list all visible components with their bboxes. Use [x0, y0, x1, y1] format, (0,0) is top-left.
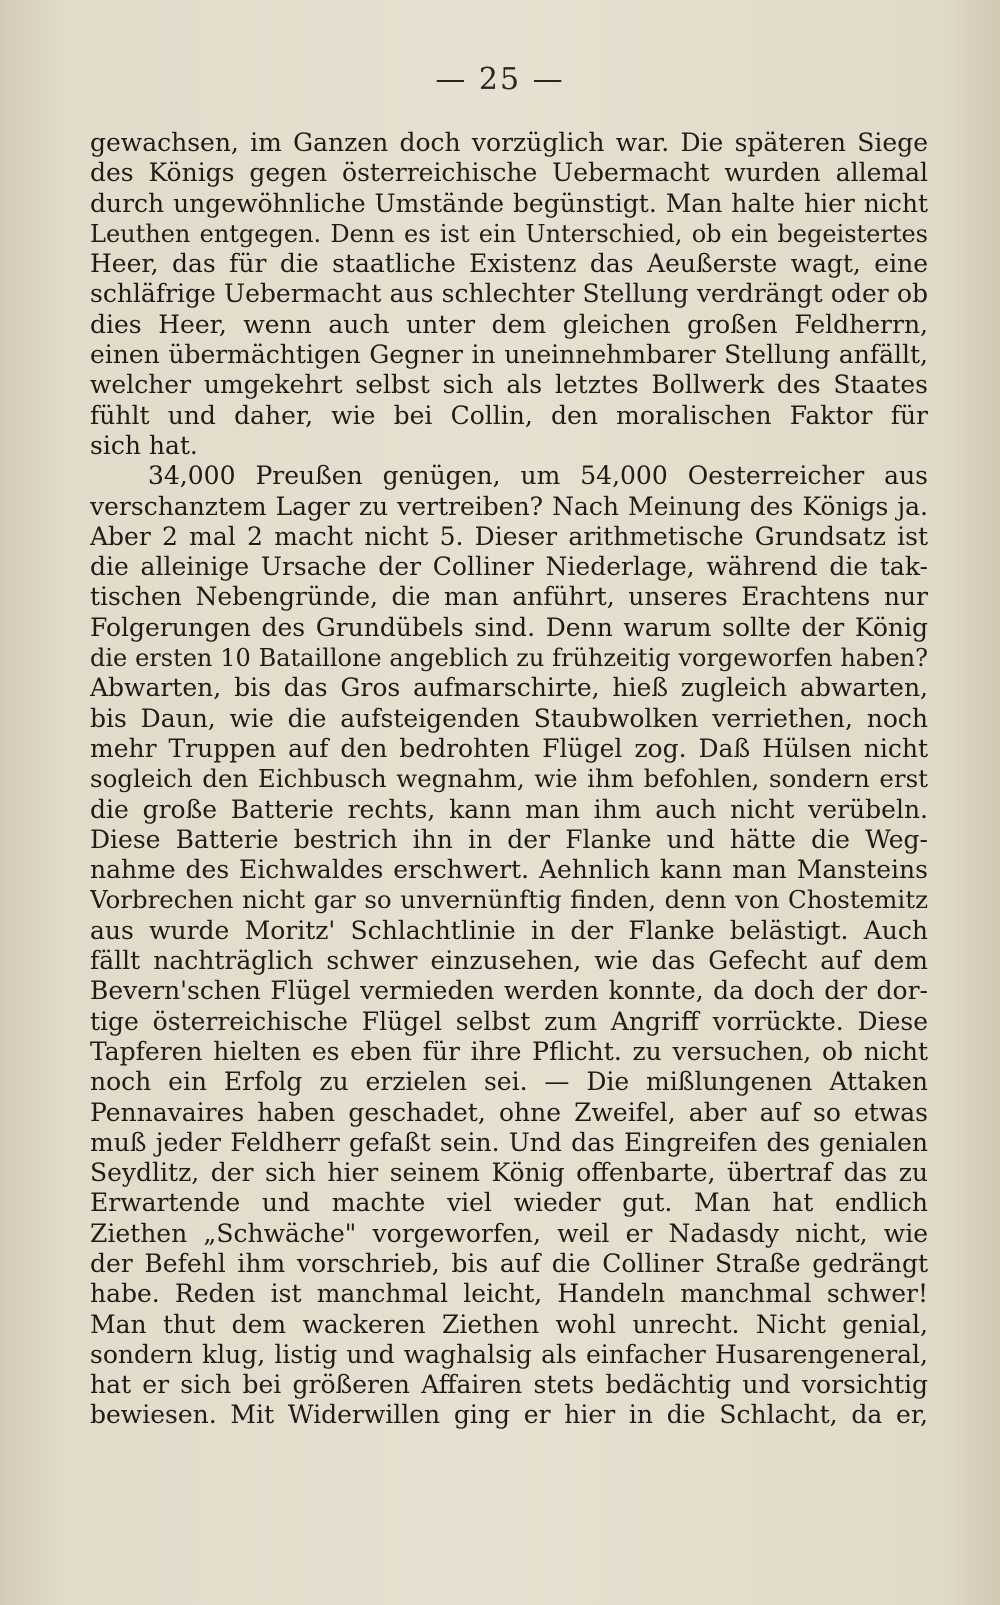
- text-line: Vorbrechen nicht gar so unvernünftig finden, denn von Chostemitz: [90, 885, 928, 915]
- page-number: — 25 —: [435, 62, 565, 97]
- text-line: bewiesen. Mit Widerwillen ging er hier in die Schlacht, da er,: [90, 1400, 928, 1430]
- text-line: der Befehl ihm vorschrieb, bis auf die Colliner Straße gedrängt: [90, 1248, 928, 1278]
- text-line: verschanztem Lager zu vertreiben? Nach Meinung des Königs ja.: [90, 491, 928, 521]
- text-line: tige österreichische Flügel selbst zum Angriff vorrückte. Diese: [90, 1006, 928, 1036]
- text-line: Diese Batterie bestrich ihn in der Flanke und hätte die Weg-: [90, 824, 928, 854]
- text-line: welcher umgekehrt selbst sich als letztes Bollwerk des Staates: [90, 370, 928, 400]
- paragraph-end-line: sich hat.: [90, 430, 198, 460]
- text-line: Bevern'schen Flügel vermieden werden konnte, da doch der dor-: [90, 976, 928, 1006]
- text-line: Tapferen hielten es eben für ihre Pflicht. zu versuchen, ob nicht: [90, 1036, 928, 1066]
- paragraph-start-line: 34,000 Preußen genügen, um 54,000 Oesterreicher aus: [148, 461, 928, 491]
- text-line: Man thut dem wackeren Ziethen wohl unrecht. Nicht genial,: [90, 1309, 928, 1339]
- text-line: Leuthen entgegen. Denn es ist ein Unterschied, ob ein begeistertes: [90, 219, 928, 248]
- text-line: die ersten 10 Bataillone angeblich zu frühzeitig vorgeworfen haben?: [90, 644, 928, 673]
- text-line: sondern klug, listig und waghalsig als einfacher Husarengeneral,: [90, 1339, 928, 1369]
- text-line: dies Heer, wenn auch unter dem gleichen großen Feldherrn,: [90, 309, 928, 339]
- text-line: die große Batterie rechts, kann man ihm auch nicht verübeln.: [90, 794, 928, 824]
- text-line: hat er sich bei größeren Affairen stets bedächtig und vorsichtig: [90, 1370, 928, 1400]
- text-line: Folgerungen des Grundübels sind. Denn warum sollte der König: [90, 612, 928, 642]
- body-text: [90, 128, 928, 1431]
- text-line: gewachsen, im Ganzen doch vorzüglich war. Die späteren Siege: [90, 128, 928, 157]
- text-line: fällt nachträglich schwer einzusehen, wie das Gefecht auf dem: [90, 946, 928, 976]
- text-line: Seydlitz, der sich hier seinem König offenbarte, übertraf das zu: [90, 1158, 928, 1188]
- text-line: schläfrige Uebermacht aus schlechter Stellung verdrängt oder ob: [90, 279, 928, 309]
- text-line: Aber 2 mal 2 macht nicht 5. Dieser arithmetische Grundsatz ist: [90, 521, 928, 551]
- text-line: fühlt und daher, wie bei Collin, den moralischen Faktor für: [90, 400, 928, 430]
- text-line: mehr Truppen auf den bedrohten Flügel zog. Daß Hülsen nicht: [90, 733, 928, 763]
- text-line: Ziethen „Schwäche" vorgeworfen, weil er Nadasdy nicht, wie: [90, 1218, 928, 1248]
- text-line: Abwarten, bis das Gros aufmarschirte, hieß zugleich abwarten,: [90, 673, 928, 703]
- text-line: durch ungewöhnliche Umstände begünstigt. Man halte hier nicht: [90, 188, 928, 218]
- text-line: tischen Nebengründe, die man anführt, unseres Erachtens nur: [90, 582, 928, 612]
- text-line: Erwartende und machte viel wieder gut. Man hat endlich: [90, 1188, 928, 1218]
- text-line: sogleich den Eichbusch wegnahm, wie ihm befohlen, sondern erst: [90, 764, 928, 794]
- text-line: Heer, das für die staatliche Existenz das Aeußerste wagt, eine: [90, 249, 928, 279]
- text-line: bis Daun, wie die aufsteigenden Staubwolken verriethen, noch: [90, 703, 928, 733]
- text-line: habe. Reden ist manchmal leicht, Handeln manchmal schwer!: [90, 1279, 928, 1309]
- text-line: einen übermächtigen Gegner in uneinnehmbarer Stellung anfällt,: [90, 340, 928, 370]
- text-line: noch ein Erfolg zu erzielen sei. — Die mißlungenen Attaken: [90, 1067, 928, 1097]
- text-line: nahme des Eichwaldes erschwert. Aehnlich kann man Mansteins: [90, 855, 928, 885]
- text-line: die alleinige Ursache der Colliner Niederlage, während die tak-: [90, 552, 928, 582]
- text-line: des Königs gegen österreichische Uebermacht wurden allemal: [90, 158, 928, 188]
- text-line: Pennavaires haben geschadet, ohne Zweifel, aber auf so etwas: [90, 1097, 928, 1127]
- text-line: muß jeder Feldherr gefaßt sein. Und das Eingreifen des genialen: [90, 1127, 928, 1157]
- text-line: aus wurde Moritz' Schlachtlinie in der Flanke belästigt. Auch: [90, 915, 928, 945]
